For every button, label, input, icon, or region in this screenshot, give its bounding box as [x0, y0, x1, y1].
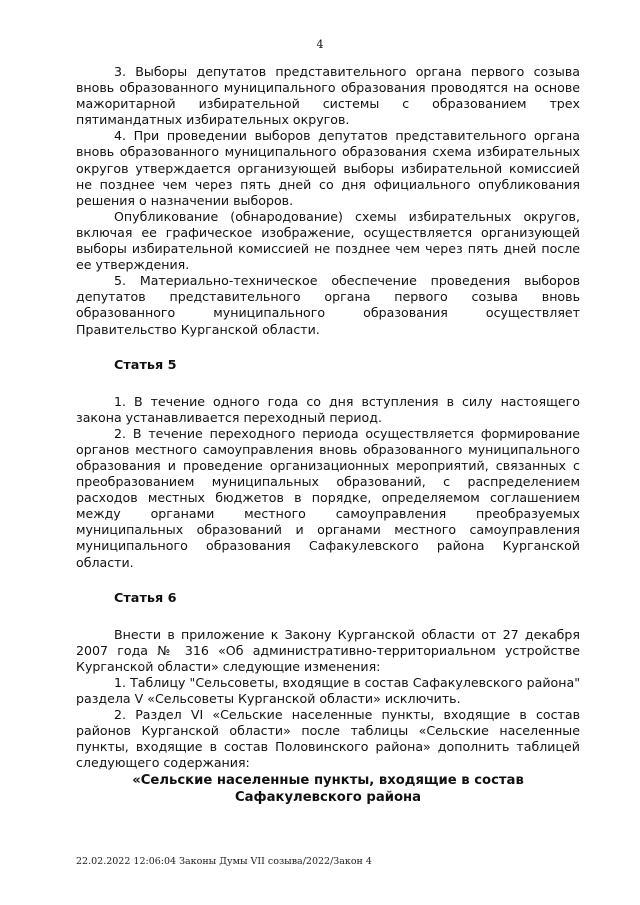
- article-6-heading: Статья 6: [114, 590, 177, 606]
- article-5-heading: Статья 5: [114, 357, 177, 373]
- footer-stamp: 22.02.2022 12:06:04 Законы Думы VII созыва/2022/Закон 4: [76, 856, 372, 867]
- paragraph-5: 5. Материально-техническое обеспечение проведения выборов депутатов представительного органа первого созыва вновь образованного муниципального образования осуществляет Правительство Курганской области.: [76, 273, 580, 337]
- page-number: 4: [316, 38, 324, 51]
- article-5-paragraph-2: 2. В течение переходного периода осуществляется формирование органов местного самоуправления вновь образованного муниципального образования и проведение организационных мероприятий, связанных с преобразованием муниципальных образований, с распределением расходов местных бюджетов в порядке, определяемом соглашением между органами местного самоуправления преобразуемых муниципальных образований и органами местного самоуправления муниципального образования Сафакулевского района Курганской области.: [76, 425, 580, 570]
- paragraph-4: 4. При проведении выборов депутатов представительного органа вновь образованного муниципального образования схема избирательных округов утверждается организующей выборы избирательной комиссией не позднее чем через пять дней со дня официального опубликования решения о назначении выборов.: [76, 128, 580, 208]
- paragraph-3: 3. Выборы депутатов представительного органа первого созыва вновь образованного муниципального образования проводятся на основе мажоритарной избирательной системы с образованием трех пятимандатных избирательных округов.: [76, 64, 580, 128]
- article-6-intro: Внести в приложение к Закону Курганской области от 27 декабря 2007 года № 316 «Об административно-территориальном устройстве Курганской области» следующие изменения:: [76, 626, 580, 674]
- article-6-item-1: 1. Таблицу "Сельсоветы, входящие в состав Сафакулевского района" раздела V «Сельсоветы Курганской области» исключить.: [76, 674, 580, 706]
- paragraph-publication: Опубликование (обнародование) схемы избирательных округов, включая ее графическое изображение, осуществляется организующей выборы избирательной комиссией не позднее чем через пять дней после ее утверждения.: [76, 208, 580, 273]
- article-5-paragraph-1: 1. В течение одного года со дня вступления в силу настоящего закона устанавливается переходный период.: [76, 393, 580, 425]
- table-title: «Сельские населенные пункты, входящие в состав Сафакулевского района: [132, 773, 524, 805]
- document-body: [76, 64, 580, 806]
- article-6-item-2: 2. Раздел VI «Сельские населенные пункты, входящие в состав районов Курганской области» после таблицы «Сельские населенные пункты, входящие в состав Половинского района» дополнить таблицей следующего содержания:: [76, 707, 580, 771]
